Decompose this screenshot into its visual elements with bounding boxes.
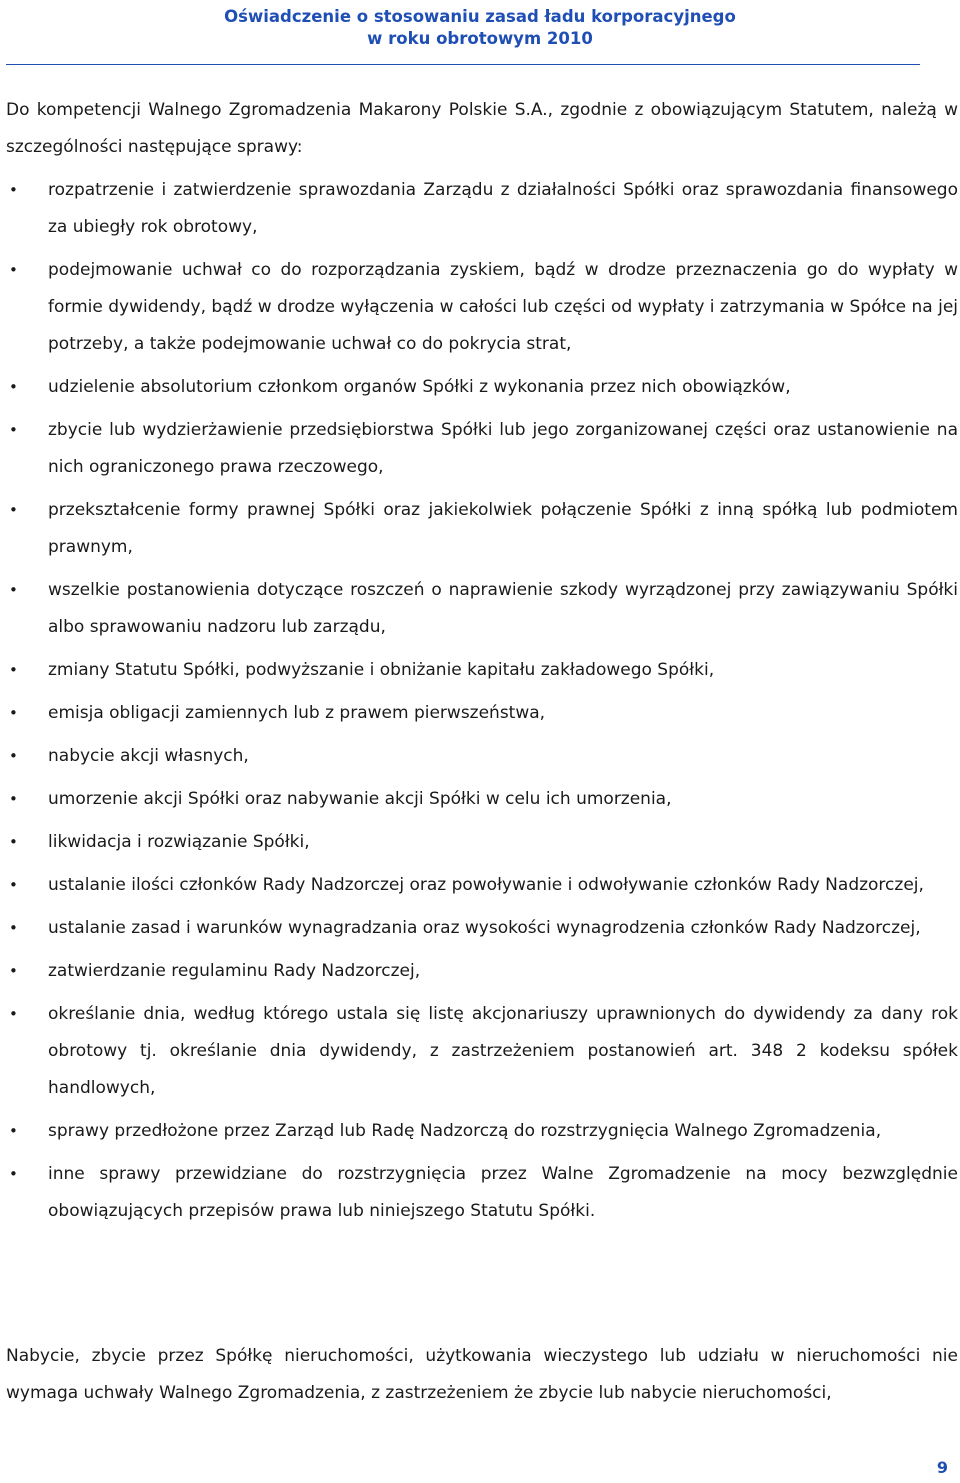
bullet-icon: • [9,1122,18,1140]
list-item-text: przekształcenie formy prawnej Spółki oraz jakiekolwiek połączenie Spółki z inną spółką lub podmiotem prawnym, [48,500,958,557]
bullet-icon: • [9,661,18,679]
page-number: 9 [936,1458,948,1477]
bullet-icon: • [9,876,18,894]
list-item [0,996,958,1107]
list-item [0,172,958,246]
bullet-icon: • [9,378,18,396]
list-item [0,910,958,947]
list-item-text: likwidacja i rozwiązanie Spółki, [48,832,310,852]
header-title-line-2: w roku obrotowym 2010 [367,29,593,48]
list-item-text: inne sprawy przewidziane do rozstrzygnięcia przez Walne Zgromadzenie na mocy bezwzględnie obowiązujących przepisów prawa lub niniejszego Statutu Spółki. [48,1164,958,1221]
bullet-icon: • [9,501,18,519]
bullet-icon: • [9,704,18,722]
list-item [0,695,958,732]
bullet-icon: • [9,962,18,980]
list-item-text: zatwierdzanie regulaminu Rady Nadzorczej, [48,961,421,981]
bullet-icon: • [9,421,18,439]
header-divider [6,64,920,65]
list-item-text: podejmowanie uchwał co do rozporządzania zyskiem, bądź w drodze przeznaczenia go do wypłaty w formie dywidendy, bądź w drodze wyłączenia w całości lub części od wypłaty i zatrzymania w Spółce na jej potrzeby, a także podejmowanie uchwał co do pokrycia strat, [48,260,959,354]
list-item-text: umorzenie akcji Spółki oraz nabywanie akcji Spółki w celu ich umorzenia, [48,789,672,809]
list-item-text: określanie dnia, według którego ustala się listę akcjonariuszy uprawnionych do dywidendy za dany rok obrotowy tj. określanie dnia dywidendy, z zastrzeżeniem postanowień art. 348 2 kodeksu spółek handlowych, [48,1004,958,1098]
document-header [0,6,960,50]
competence-list [0,172,958,1236]
bullet-icon: • [9,181,18,199]
bullet-icon: • [9,833,18,851]
bullet-icon: • [9,581,18,599]
bullet-icon: • [9,747,18,765]
list-item [0,1113,958,1150]
list-item-text: wszelkie postanowienia dotyczące roszczeń o naprawienie szkody wyrządzonej przy zawiązywaniu Spółki albo sprawowaniu nadzoru lub zarządu, [48,580,958,637]
list-item-text: zmiany Statutu Spółki, podwyższanie i obniżanie kapitału zakładowego Spółki, [48,660,715,680]
bullet-icon: • [9,790,18,808]
list-item-text: ustalanie zasad i warunków wynagradzania oraz wysokości wynagrodzenia członków Rady Nadzorczej, [48,918,921,938]
list-item [0,824,958,861]
bullet-icon: • [9,261,18,279]
list-item [0,252,958,363]
list-item-text: sprawy przedłożone przez Zarząd lub Radę Nadzorczą do rozstrzygnięcia Walnego Zgromadzenia, [48,1121,882,1141]
list-item [0,867,958,904]
header-title-line-1: Oświadczenie o stosowaniu zasad ładu korporacyjnego [224,7,736,26]
bullet-icon: • [9,1005,18,1023]
intro-paragraph: Do kompetencji Walnego Zgromadzenia Makarony Polskie S.A., zgodnie z obowiązującym Statutem, należą w szczególności następujące sprawy: [6,100,958,157]
list-item-text: ustalanie ilości członków Rady Nadzorczej oraz powoływanie i odwoływanie członków Rady Nadzorczej, [48,875,924,895]
list-item-text: nabycie akcji własnych, [48,746,249,766]
list-item-text: rozpatrzenie i zatwierdzenie sprawozdania Zarządu z działalności Spółki oraz sprawozdania finansowego za ubiegły rok obrotowy, [48,180,958,237]
list-item [0,652,958,689]
closing-paragraph: Nabycie, zbycie przez Spółkę nieruchomości, użytkowania wieczystego lub udziału w nieruchomości nie wymaga uchwały Walnego Zgromadzenia, z zastrzeżeniem że zbycie lub nabycie nieruchomości, [6,1346,958,1403]
list-item-text: emisja obligacji zamiennych lub z prawem pierwszeństwa, [48,703,546,723]
list-item [0,1156,958,1230]
list-item-text: udzielenie absolutorium członkom organów Spółki z wykonania przez nich obowiązków, [48,377,791,397]
list-item [0,572,958,646]
list-item [0,738,958,775]
list-item [0,369,958,406]
list-item [0,412,958,486]
list-item-text: zbycie lub wydzierżawienie przedsiębiorstwa Spółki lub jego zorganizowanej części oraz ustanowienie na nich ograniczonego prawa rzeczowego, [48,420,958,477]
list-item [0,781,958,818]
bullet-icon: • [9,919,18,937]
list-item [0,492,958,566]
bullet-icon: • [9,1165,18,1183]
list-item [0,953,958,990]
